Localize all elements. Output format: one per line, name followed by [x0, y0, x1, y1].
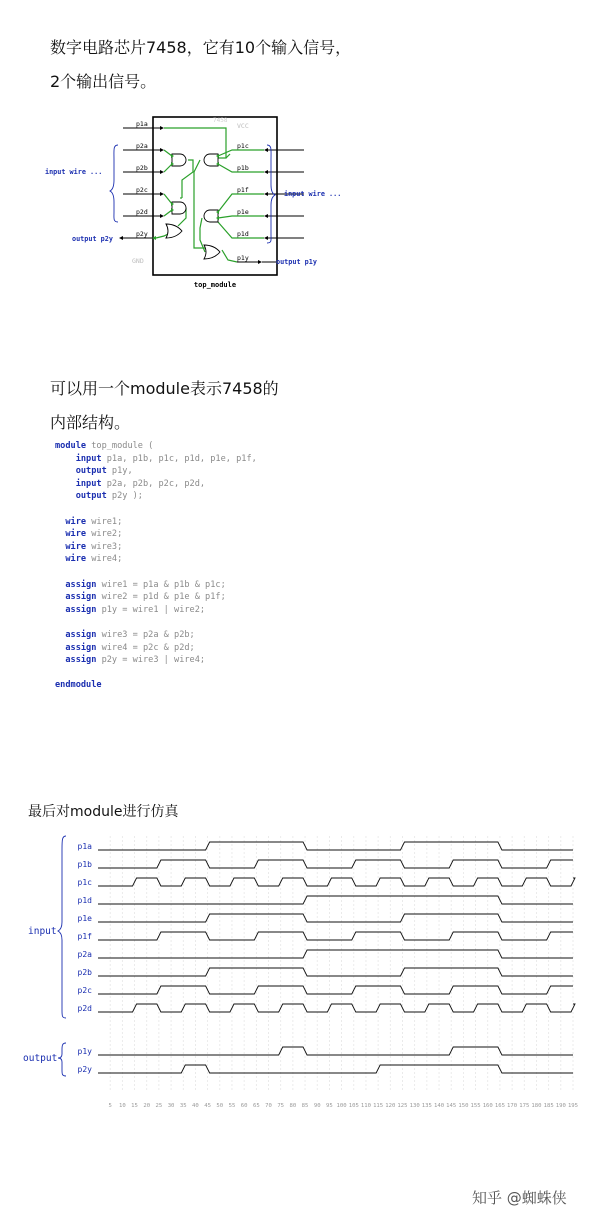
signal-label-p2d: p2d: [77, 1004, 92, 1013]
time-tick-label: 195: [567, 1103, 579, 1109]
time-tick-label: 150: [458, 1103, 469, 1109]
time-tick-label: 165: [494, 1103, 505, 1109]
time-tick-label: 160: [482, 1103, 493, 1109]
code-text: wire2;: [86, 529, 123, 540]
code-keyword: wire: [65, 529, 87, 540]
waveform-p2a: [98, 950, 573, 958]
left-group-label: input wire ...: [45, 168, 103, 176]
code-keyword: input: [75, 478, 102, 489]
code-text: [55, 655, 65, 665]
time-tick-label: 90: [313, 1103, 321, 1109]
pin-p1b: p1b: [237, 164, 249, 172]
time-tick-label: 40: [192, 1103, 199, 1109]
code-line: [55, 580, 226, 590]
code-line: [55, 605, 205, 615]
code-text: [55, 517, 65, 527]
signal-label-p1b: p1b: [77, 860, 92, 869]
module-section-text: [50, 372, 279, 440]
time-tick-label: 190: [555, 1103, 566, 1109]
input-group-label: input: [28, 926, 57, 937]
time-tick-label: 125: [397, 1103, 408, 1109]
code-line: [55, 655, 205, 665]
intro-line-1: 数字电路芯片7458，它有10个输入信号，: [50, 38, 352, 57]
code-text: [55, 466, 76, 476]
code-text: top_module (: [86, 441, 154, 451]
pin-p2d: p2d: [136, 208, 148, 216]
time-tick-label: 155: [470, 1103, 481, 1109]
code-text: [55, 643, 65, 653]
time-tick-label: 5: [108, 1103, 112, 1109]
waveform-p2c: [98, 986, 573, 994]
code-line: [55, 491, 143, 501]
time-tick-label: 60: [240, 1103, 248, 1109]
waveform-p1y: [98, 1047, 573, 1055]
time-tick-label: 70: [265, 1103, 272, 1109]
waveform-p1f: [98, 932, 573, 940]
chip-7458-diagram: [0, 100, 600, 300]
time-tick-label: 35: [179, 1103, 187, 1109]
output-group-brace: [58, 1043, 66, 1076]
code-keyword: module: [55, 441, 87, 451]
time-tick-label: 140: [433, 1103, 445, 1109]
time-tick-label: 145: [446, 1103, 457, 1109]
input-group-brace: [58, 836, 66, 1018]
waveform-p1c: [98, 878, 575, 886]
code-text: [55, 454, 76, 464]
output-group-label: output: [23, 1053, 58, 1064]
code-line: [55, 517, 122, 527]
code-text: p2y );: [106, 491, 143, 502]
waveform-p1a: [98, 842, 573, 850]
code-text: p1a, p1b, p1c, p1d, p1e, p1f,: [101, 453, 257, 464]
time-tick-label: 85: [301, 1103, 309, 1109]
pin-p1d: p1d: [237, 230, 249, 238]
code-text: p1y = wire1 | wire2;: [96, 604, 206, 615]
waveform-p1e: [98, 914, 573, 922]
signal-label-p1y: p1y: [77, 1047, 92, 1056]
time-tick-label: 15: [131, 1103, 138, 1109]
code-keyword: assign: [65, 629, 97, 640]
time-tick-label: 50: [216, 1103, 224, 1109]
simulation-title: 最后对module进行仿真: [28, 804, 179, 820]
signal-label-p2a: p2a: [77, 950, 92, 959]
right-output-label: output p1y: [276, 258, 317, 266]
time-tick-label: 65: [252, 1103, 260, 1109]
time-tick-label: 100: [336, 1103, 347, 1109]
code-line: [55, 630, 195, 640]
watermark: 知乎 @蜘蛛侠: [472, 1189, 567, 1207]
time-tick-label: 30: [167, 1103, 175, 1109]
waveform-p2d: [98, 1004, 575, 1012]
code-keyword: assign: [65, 579, 97, 590]
time-tick-label: 110: [360, 1103, 372, 1109]
code-text: p2y = wire3 | wire4;: [96, 655, 206, 666]
code-line: [55, 680, 102, 690]
time-tick-label: 45: [204, 1103, 211, 1109]
left-brace: [110, 145, 118, 222]
gnd-label: GND: [132, 257, 144, 265]
code-keyword: input: [75, 453, 102, 464]
time-tick-label: 120: [385, 1103, 396, 1109]
intro-text: [50, 31, 351, 99]
signal-label-p1d: p1d: [77, 896, 92, 905]
code-text: wire1;: [86, 516, 123, 527]
code-text: [55, 554, 65, 564]
simulation-waveform: [0, 830, 600, 1120]
pin-p2a: p2a: [136, 142, 148, 150]
time-tick-label: 10: [118, 1103, 126, 1109]
code-text: [55, 529, 65, 539]
time-tick-label: 115: [373, 1103, 384, 1109]
code-text: p2a, p2b, p2c, p2d,: [101, 478, 206, 489]
pin-p1e: p1e: [237, 208, 249, 216]
code-keyword: wire: [65, 516, 87, 527]
pin-p2y: p2y: [136, 230, 148, 238]
code-text: p1y,: [106, 466, 133, 477]
time-tick-label: 175: [519, 1103, 530, 1109]
code-text: [55, 580, 65, 590]
waveform-p1d: [98, 896, 573, 904]
waveform-p2y: [98, 1065, 573, 1073]
signal-label-p1f: p1f: [77, 932, 92, 941]
signal-label-p2y: p2y: [77, 1065, 92, 1074]
pin-p1a: p1a: [136, 120, 148, 128]
time-tick-label: 80: [289, 1103, 297, 1109]
vcc-label: VCC: [237, 122, 249, 130]
code-keyword: assign: [65, 642, 97, 653]
code-text: wire2 = p1d & p1e & p1f;: [96, 592, 226, 603]
code-line: [55, 529, 122, 539]
code-keyword: assign: [65, 592, 97, 603]
signal-label-p1e: p1e: [77, 914, 92, 923]
time-tick-label: 55: [228, 1103, 236, 1109]
time-tick-label: 180: [531, 1103, 542, 1109]
code-keyword: output: [75, 491, 107, 502]
code-text: [55, 479, 76, 489]
code-line: [55, 592, 226, 602]
module-line-1: 可以用一个module表示7458的: [50, 379, 279, 398]
time-tick-label: 135: [421, 1103, 432, 1109]
pin-p2b: p2b: [136, 164, 148, 172]
left-output-label: output p2y: [72, 235, 113, 243]
time-tick-label: 25: [155, 1103, 163, 1109]
code-line: [55, 542, 122, 552]
code-text: [55, 491, 76, 501]
code-line: [55, 454, 257, 464]
code-line: [55, 466, 133, 476]
verilog-code-block: [55, 440, 257, 692]
signal-label-p1c: p1c: [77, 878, 92, 887]
pin-p2c: p2c: [136, 186, 148, 194]
waveform-p2b: [98, 968, 573, 976]
code-keyword: endmodule: [55, 680, 102, 691]
code-line: [55, 643, 195, 653]
code-text: [55, 592, 65, 602]
time-tick-label: 170: [507, 1103, 518, 1109]
chip-label: 7458: [213, 117, 228, 124]
code-text: wire4 = p2c & p2d;: [96, 642, 195, 653]
time-tick-label: 185: [543, 1103, 554, 1109]
signal-label-p1a: p1a: [77, 842, 92, 851]
right-group-label: input wire ...: [284, 190, 342, 198]
intro-line-2: 2个输出信号。: [50, 72, 157, 91]
time-tick-label: 105: [348, 1103, 359, 1109]
pin-p1c: p1c: [237, 142, 249, 150]
code-keyword: wire: [65, 541, 87, 552]
code-line: [55, 479, 205, 489]
code-text: wire1 = p1a & p1b & p1c;: [96, 579, 226, 590]
waveform-p1b: [98, 860, 573, 868]
module-label: top_module: [193, 281, 237, 289]
code-text: [55, 542, 65, 552]
signal-label-p2b: p2b: [77, 968, 92, 977]
code-keyword: output: [75, 466, 107, 477]
code-text: [55, 630, 65, 640]
time-tick-label: 95: [326, 1103, 333, 1109]
code-keyword: assign: [65, 655, 97, 666]
code-keyword: assign: [65, 604, 97, 615]
code-line: [55, 441, 153, 451]
pin-p1f: p1f: [237, 186, 249, 194]
pin-p1y: p1y: [237, 254, 249, 262]
time-tick-label: 20: [143, 1103, 151, 1109]
module-line-2: 内部结构。: [50, 413, 131, 432]
code-line: [55, 554, 122, 564]
code-text: wire3 = p2a & p2b;: [96, 629, 195, 640]
code-text: wire3;: [86, 541, 123, 552]
signal-label-p2c: p2c: [77, 986, 92, 995]
code-text: [55, 605, 65, 615]
time-tick-label: 130: [409, 1103, 420, 1109]
code-text: wire4;: [86, 554, 123, 565]
time-tick-label: 75: [277, 1103, 285, 1109]
code-keyword: wire: [65, 554, 87, 565]
